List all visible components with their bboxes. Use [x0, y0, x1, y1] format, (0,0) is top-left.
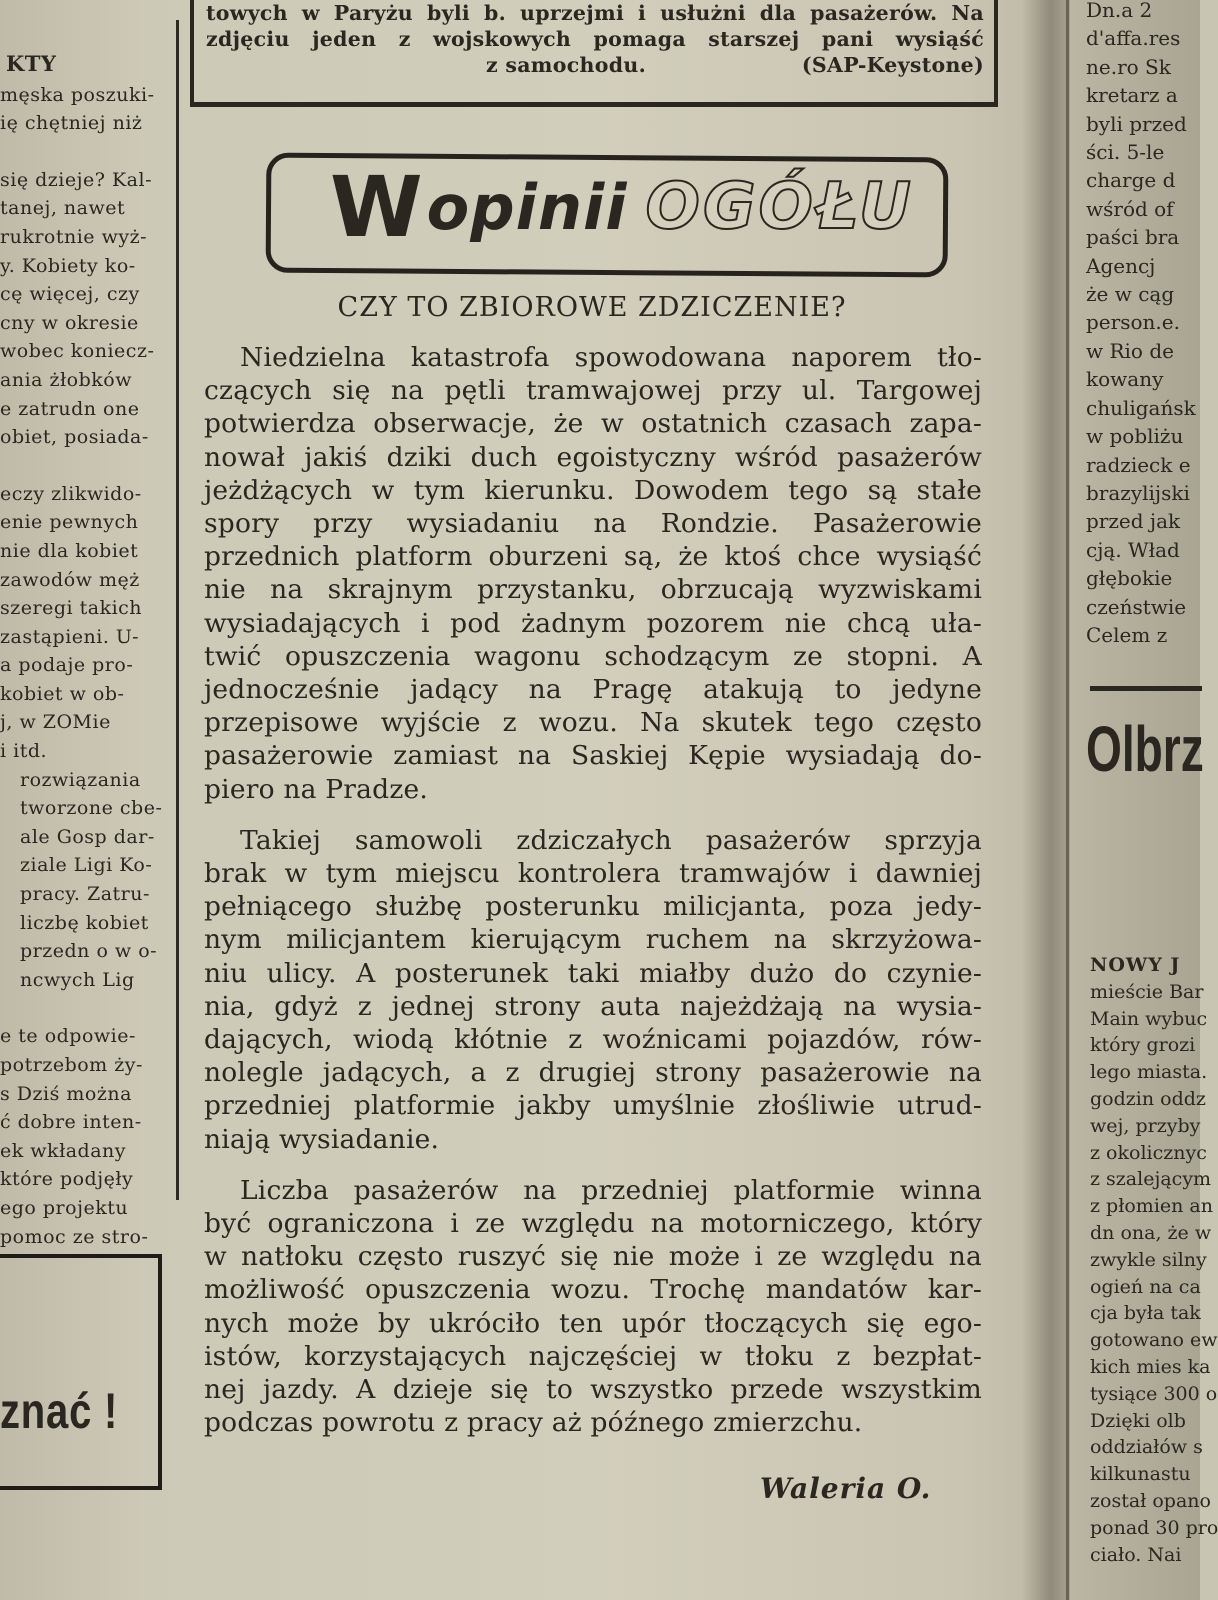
right-column-line: w Rio de [1086, 338, 1174, 363]
article-line: Niedzielna katastrofa spowodowana naporem tło- [240, 342, 982, 373]
article-paragraph [204, 341, 982, 806]
article-line: dających, wiodą kłótnie z woźnicami pojazdów, rów- [204, 1024, 982, 1056]
left-column-line: szeregi takich [0, 597, 143, 620]
left-column-line: enie pewnych [0, 511, 139, 534]
right-column-line: został opano [1090, 1489, 1211, 1512]
article-line: podczas powrotu z pracy aż późnego zmierzchu. [204, 1407, 863, 1439]
article-line: niu ulicy. A posterunek taki miałby dużo do czynie- [204, 957, 982, 989]
right-column-line: w pobliżu [1086, 424, 1184, 449]
article-paragraph [204, 1174, 982, 1440]
left-column-line: e te odpowie- [0, 1025, 136, 1048]
article-line: nia, gdyż z jednej strony auta najeżdżają na wysia- [204, 990, 982, 1022]
left-column-line: a podaje pro- [0, 654, 134, 677]
right-column-line: z okolicznyc [1090, 1141, 1207, 1164]
left-column-line: tworzone cbe- [20, 797, 163, 820]
article-line: w natłoku często ruszyć się nie może i ze względu na [204, 1241, 982, 1273]
right-column-line: zwykle silny [1090, 1248, 1207, 1271]
left-column-line: nie dla kobiet [0, 539, 139, 562]
article-title: CZY TO ZBIOROWE ZDZICZENIE? [337, 292, 847, 323]
caption-line: towych w Paryżu byli b. uprzejmi i usłużni dla pasażerów. Na [206, 1, 984, 25]
article-line: czących się na pętli tramwajowej przy ul. Targowej [204, 375, 982, 407]
article-line: Takiej samowoli zdziczałych pasażerów sprzyja [240, 824, 982, 856]
right-column-line: ści. 5-le [1086, 140, 1165, 165]
caption-line: z samochodu. [486, 53, 647, 77]
left-column-line: ć dobre inten- [0, 1111, 142, 1134]
article-line: brak w tym miejscu kontrolera tramwajów i dawniej [204, 858, 982, 890]
right-column-line: wśród of [1086, 196, 1174, 221]
right-column-line: charge d [1086, 168, 1176, 193]
right-column-line: kich mies ka [1090, 1355, 1211, 1378]
article-line: przedniej platformie jakby umyślnie złośliwie utrud- [204, 1090, 982, 1122]
right-column-line: gotowano ew [1090, 1329, 1218, 1352]
left-column-line: ek wkładany [0, 1139, 127, 1162]
advertisement-text: znać ! [0, 1383, 119, 1439]
banner-letter-w: W [330, 158, 423, 256]
left-column-line: które podjęły [0, 1168, 134, 1191]
left-column-line: ziale Ligi Ko- [20, 854, 153, 877]
right-column-article [1090, 952, 1218, 1600]
article-line: jeżdżących w tym kierunku. Dowodem tego są stałe [204, 474, 982, 506]
right-column-line: kretarz a [1086, 83, 1178, 108]
left-column-line: tanej, nawet [0, 197, 126, 220]
right-column-line: z płomien an [1090, 1195, 1213, 1218]
caption-line: zdjęciu jeden z wojskowych pomaga starszej pani wysiąść [206, 27, 984, 51]
right-column-line: kilkunastu [1090, 1463, 1191, 1486]
right-column-line: głębokie [1086, 566, 1173, 591]
right-column-line: ogień na ca [1090, 1275, 1201, 1298]
left-column-line: eczy zlikwido- [0, 482, 142, 505]
left-column-line: ale Gosp dar- [20, 825, 155, 848]
left-column-line: męska poszuki- [0, 83, 155, 106]
article-line: istów, korzystających najczęściej w tłoku z bezpłat- [204, 1340, 982, 1372]
left-column-line: rukrotnie wyż- [0, 225, 148, 248]
right-column-line: Agencj [1086, 253, 1156, 278]
article-line: nie na skrajnym przystanku, obrzucają wyzwiskami [204, 574, 982, 606]
right-column-line: person.e. [1086, 310, 1180, 335]
article-line: nolegle jadących, a z drugiej strony pasażerowie na [204, 1057, 982, 1089]
right-column-line: przed jak [1086, 509, 1181, 534]
article-line: piero na Pradze. [204, 773, 428, 805]
article-line: potwierdza obserwacje, że w ostatnich czasach zapa- [204, 408, 982, 440]
left-column-line: cny w okresie [0, 311, 139, 334]
article-line: przepisowe wyjście z wozu. Na skutek tego często [204, 707, 982, 739]
right-column-line: godzin oddz [1090, 1087, 1206, 1110]
article-paragraph [204, 824, 982, 1156]
left-column-line: obiet, posiada- [0, 426, 149, 449]
article-line: twić opuszczenia wagonu schodzącym ze stopni. A [204, 640, 982, 672]
right-column-line: dn ona, że w [1090, 1221, 1212, 1244]
banner-word-opinii: opinii [426, 170, 628, 244]
left-column-line: pomoc ze stro- [0, 1225, 149, 1248]
right-column-line: paści bra [1086, 225, 1180, 250]
right-column-line: Dn.a 2 [1086, 0, 1153, 22]
right-column-line: Main wybuc [1090, 1007, 1208, 1030]
left-column-line: i itd. [0, 740, 48, 763]
left-column-line: e zatrudn one [0, 397, 140, 420]
right-column-line: z szalejącym [1090, 1168, 1212, 1191]
right-column-line: radzieck e [1086, 452, 1191, 477]
left-column-heading: KTY [6, 51, 57, 76]
left-column-line: kobiet w ob- [0, 682, 125, 705]
article-body [204, 341, 982, 1440]
right-column-line: d'affa.res [1086, 26, 1181, 51]
right-column-line: ciało. Nai [1090, 1543, 1182, 1566]
article-line: być ograniczona i ze względu na motorniczego, który [204, 1208, 982, 1240]
right-column-line: ponad 30 pro [1090, 1516, 1218, 1539]
left-column-line: s Dziś można [0, 1082, 132, 1105]
right-column-text [1086, 0, 1206, 666]
right-column-headline: Olbrz [1086, 713, 1204, 785]
right-column-line: chuligańsk [1086, 395, 1196, 420]
article-line: niają wysiadanie. [204, 1123, 440, 1155]
right-column-line: mieście Bar [1090, 980, 1204, 1003]
column-rule-left [176, 20, 179, 1200]
right-column-line: cją. Wład [1086, 537, 1180, 562]
right-column-line: Celem z [1086, 622, 1168, 647]
paper-fold-shadow [1022, 0, 1070, 1600]
left-column-line: ię chętniej niż [0, 112, 143, 135]
right-column-line: który grozi [1090, 1034, 1196, 1057]
right-column-line: że w cąg [1086, 282, 1175, 307]
article-line: pełniącego służbę posterunku milicjanta, poza jedy- [204, 891, 982, 923]
article-line: wysiadających i pod żadnym pozorem nie chcą uła- [204, 607, 982, 639]
right-column-line: kowany [1086, 367, 1164, 392]
article-line: nej jazdy. A dzieje się to wszystko przede wszystkim [204, 1374, 982, 1406]
left-column-line: rozwiązania [20, 768, 141, 791]
article-line: Liczba pasażerów na przedniej platformie winna [240, 1174, 982, 1206]
left-column-line: j, w ZOMie [0, 711, 111, 734]
banner-word-ogolu: OGÓŁU [645, 170, 914, 244]
right-column-line: wej, przyby [1090, 1114, 1201, 1137]
right-column-line: byli przed [1086, 111, 1187, 136]
section-banner-title [330, 152, 930, 262]
left-column-text [0, 50, 176, 1248]
article-line: pasażerowie zamiast na Saskiej Kępie wysiadają do- [204, 740, 982, 772]
right-column-line: Dzięki olb [1090, 1409, 1186, 1432]
article-line: jednocześnie jadący na Pragę atakują to jedyne [204, 674, 982, 706]
article-line: nym milicjantem kierującym ruchem na skrzyżowa- [204, 924, 982, 956]
article-line: spory przy wysiadaniu na Rondzie. Pasażerowie [204, 508, 982, 540]
left-column-line: zastąpieni. U- [0, 625, 140, 648]
article-line: możliwość opuszczenia wozu. Trochę mandatów kar- [204, 1274, 982, 1306]
right-column-subhead: NOWY J [1090, 954, 1181, 976]
left-column-line: się dzieje? Kal- [0, 168, 152, 191]
left-column-line: y. Kobiety ko- [0, 254, 136, 277]
right-column-line: ne.ro Sk [1086, 54, 1171, 79]
photo-caption [206, 0, 984, 78]
right-column-divider [1090, 686, 1202, 691]
right-column-line: oddziałów s [1090, 1436, 1203, 1459]
right-column-line: brazylijski [1086, 480, 1190, 505]
article-line: nych może by ukróciło ten upór tłoczących się ego- [204, 1307, 982, 1339]
article-line: nował jakiś dziki duch egoistyczny wśród pasażerów [204, 441, 982, 473]
right-column-line: czeństwie [1086, 594, 1187, 619]
article-line: przednich platform oburzeni są, że ktoś chce wysiąść [204, 541, 982, 573]
left-column-line: cę więcej, czy [0, 283, 140, 306]
left-column-line: ego projektu [0, 1196, 129, 1219]
left-column-line: potrzebom ży- [0, 1054, 143, 1076]
left-column-line: zawodów męż [0, 568, 140, 591]
caption-credit: (SAP-Keystone) [801, 53, 984, 77]
left-column-line: pracy. Zatru- [20, 883, 150, 906]
left-column-line: wobec koniecz- [0, 340, 155, 363]
left-column-line: ania żłobków [0, 368, 132, 391]
right-column-line: cja była tak [1090, 1302, 1201, 1325]
advertisement-box [0, 1254, 162, 1490]
article-signature: Waleria O. [760, 1472, 932, 1505]
left-column-line: liczbę kobiet [20, 911, 149, 934]
right-column-line: lego miasta. [1090, 1061, 1208, 1084]
left-column-line: przedn o w o- [20, 940, 158, 963]
left-column-line: ncwych Lig [20, 968, 135, 991]
right-column-line: tysiące 300 o [1090, 1382, 1218, 1405]
